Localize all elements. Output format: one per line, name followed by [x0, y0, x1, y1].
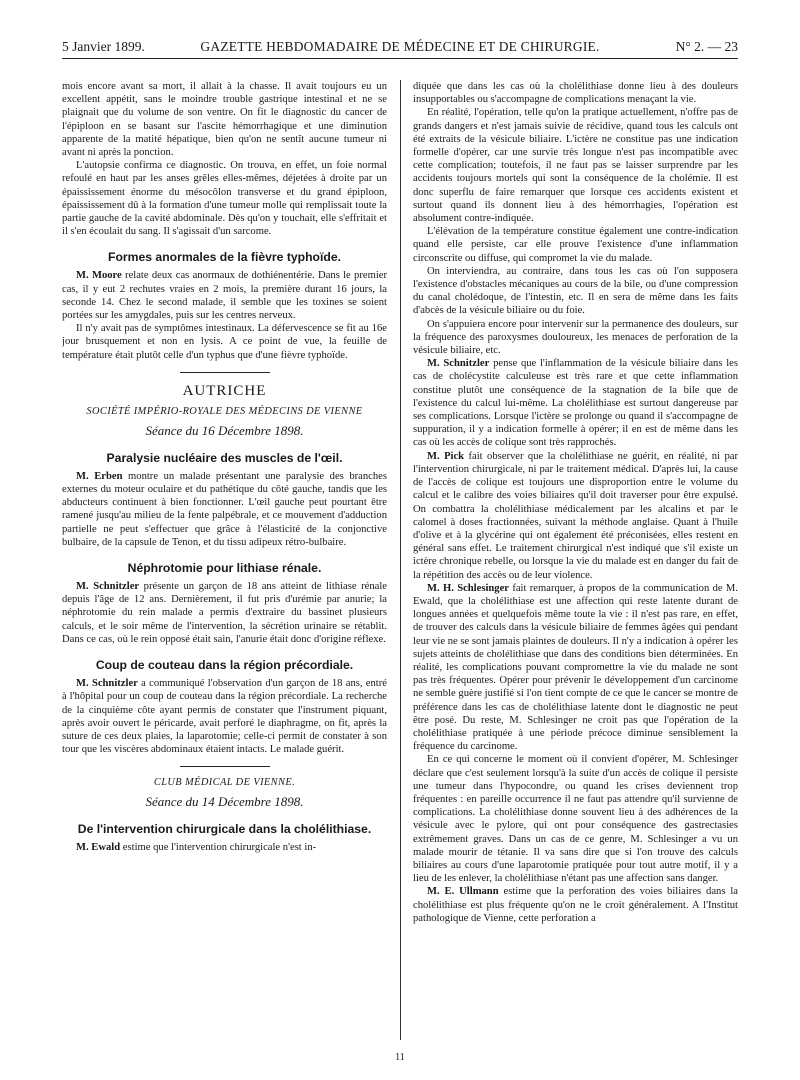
paragraph-text: a communiqué l'observation d'un garçon de 18 ans, entré à l'hôpital pour un coup de couteau dans la région précordiale. La recherche de la cinquième côte ayant permis de constater que l'instrument piquant, après avoir ouvert le péricarde, avait perforé le diaphragme, on fit, après la suture de ces deux plaies, la laparotomie; celle-ci permit de constater à son tour que les viscères abdominaux étaient intacts. Le malade guérit. — [62, 678, 387, 756]
author-name: M. Pick — [427, 450, 465, 462]
column-rule — [400, 80, 401, 1040]
paragraph-text: pense que l'inflammation de la vésicule biliaire dans les cas de cholécystite calculeuse est très rare et que cette inflammation constitue plutôt une conséquence de la stagnation de la bile que de l'existence du calcul lui-même. La cholélithiase est surtout dangereuse par ses complications. Lorsque l'ictère se prolonge ou quand il s'accompagne de suppuration, il y a indication formelle à opérer; il en est de même dans les cas où les accès de colique sont très rapprochés. — [413, 358, 738, 449]
paragraph — [413, 450, 738, 582]
author-name: M. Erben — [76, 470, 123, 482]
author-name: M. Ewald — [76, 842, 121, 854]
section-divider — [180, 766, 270, 767]
two-column-body — [62, 80, 738, 1050]
author-name: M. Schnitzler — [76, 678, 138, 690]
sheet-signature: 11 — [395, 1052, 405, 1063]
journal-title: GAZETTE HEBDOMADAIRE DE MÉDECINE ET DE CHIRURGIE. — [200, 39, 600, 54]
left-column — [62, 80, 387, 1050]
paragraph — [62, 269, 387, 322]
paragraph: En réalité, l'opération, telle qu'on la pratique actuellement, n'offre pas de grands dangers et n'est jamais suivie de récidive, quand tous les calculs ont été extraits de la vésicule biliaire. L'ictère ne constitue pas une indication formelle d'opérer, car une survie très longue n'est pas incompatible avec cette complication; toutefois, il ne faut pas se laisser surprendre par les accidents toujours mortels qui sont la conséquence de la cholémie. Il est donc superflu de faire remarquer que lorsque ces accidents existent et surtout quand ils donnent lieu à des hémorrhagies, l'opération est absolument contre-indiquée. — [413, 107, 738, 225]
section-divider — [180, 372, 270, 373]
paragraph-text: montre un malade présentant une paralysie des branches externes du moteur oculaire et du pathétique du côté gauche, tandis que les abducteurs continuent à bien fonctionner. L'œil gauche peut pourtant être ramené jusqu'au milieu de la fente palpébrale, et ce mouvement d'adduction partielle ne peut s'effectuer que grâce à l'élasticité de la conjonctive bulbaire, de la capsule de Tenon, et du tissu adipeux rétro-bulbaire. — [62, 470, 387, 548]
session-date: Séance du 14 Décembre 1898. — [145, 794, 304, 810]
paragraph-text: fait observer que la cholélithiase ne guérit, en réalité, ni par l'intervention chirurgicale, ni par le traitement médical. D'après lui, la cause de l'accès de colique est toujours une disproportion entre le volume du calcul et le calibre des voies biliaires qu'il doit traverser pour être expulsé. On combattra la cholélithiase médicalement par les alcalins et par le calomel à doses fractionnées, suivant la méthode anglaise. Quant à l'huile d'olive et à la glycérine qui ont également été préconisées, elles restent en général sans effet. Le traitement chirurgical n'est indiqué que s'il existe un ictère chronique rebelle, ou lorsque la vie du malade est en danger du fait de la répétition des accès ou de leur violence. — [413, 450, 738, 581]
society-name: CLUB MÉDICAL DE VIENNE. — [153, 777, 296, 789]
author-name: M. H. Schlesinger — [427, 582, 509, 594]
running-header — [62, 36, 738, 59]
section-heading: Coup de couteau dans la région précordiale. — [95, 658, 354, 673]
paragraph: diquée que dans les cas où la cholélithiase donne lieu à des douleurs insupportables ou s'accompagne de complications menaçant la vie. — [413, 81, 738, 106]
society-name: SOCIÉTÉ IMPÉRIO-ROYALE DES MÉDECINS DE VIENNE — [86, 405, 363, 417]
paragraph — [413, 357, 738, 449]
issue-page-number: N° 2. — 23 — [675, 39, 738, 54]
section-heading: Paralysie nucléaire des muscles de l'œil. — [106, 450, 343, 465]
paragraph-text: estime que la perforation des voies biliaires dans la cholélithiase est plus fréquente qu'on ne le croit généralement. A l'Institut pathologique de Vienne, cette perforation a — [413, 886, 738, 924]
session-date: Séance du 16 Décembre 1898. — [145, 422, 304, 438]
page — [62, 36, 738, 1066]
paragraph — [62, 677, 387, 756]
author-name: M. Schnitzler — [76, 581, 140, 593]
section-heading: De l'intervention chirurgicale dans la cholélithiase. — [77, 822, 372, 837]
paragraph-text: relate deux cas anormaux de dothiénentérie. Dans le premier cas, il y eut 2 rechutes vraies en 2 mois, la première durant 16 jours, la seconde 14. Chez le second malade, il semble que les toxines se soient portées sur les amygdales, puis sur les centres nerveux. — [62, 270, 387, 322]
paragraph — [62, 470, 387, 549]
paragraph: L'élévation de la température constitue également une contre-indication quand elle persiste, car elle prouve l'existence d'une inflammation circonscrite ou diffuse, qui compromet la vie du malade. — [413, 226, 738, 264]
paragraph-text: présente un garçon de 18 ans atteint de lithiase rénale depuis l'âge de 12 ans. Dernièrement, il fut pris d'urémie par anurie; la néphrotomie du rein malade a permis d'extraire du bassinet plusieurs calculs, et le soir même de l'intervention, la sécrétion urinaire se rétablit. Dans ce cas, où le rein opposé était sain, l'anurie était donc d'origine réflexe. — [62, 581, 387, 645]
country-heading: AUTRICHE — [182, 382, 267, 399]
paragraph: mois encore avant sa mort, il allait à la chasse. Il avait toujours eu un excellent appétit, sans le moindre trouble gastrique intestinal et ne se plaignait que du volume de son ventre. On fit le diagnostic du cancer de l'épiploon en se basant sur l'ascite hémorrhagique et une diminution apparente de la matité hépatique, bien qu'on ne sentît aucune tumeur ni avant ni après la ponction. — [62, 81, 387, 159]
section-heading: Formes anormales de la fièvre typhoïde. — [108, 250, 341, 265]
author-name: M. Schnitzler — [427, 358, 490, 370]
section-heading: Néphrotomie pour lithiase rénale. — [127, 561, 322, 576]
paragraph-text: estime que l'intervention chirurgicale n'est in- — [120, 842, 317, 854]
paragraph-text: fait remarquer, à propos de la communication de M. Ewald, que la cholélithiase est une affection qui reste latente durant de longues années et quelquefois même toute la vie : il n'est pas rare, en effet, de trouver des calculs dans la vésicule biliaire de femmes âgées qui pendant leur vie ne se sont jamais plaintes de douleurs. Il n'y a indication à opérer les sujets atteints de cholélithiase que dans des conditions bien déterminées. En réalité, les complications pouvant compromettre la vie du malade ne sont pas très fréquentes. Opérer pour prévenir le développement d'un carcinome ne semble guère justifié si l'on tient compte de ce que le cancer se montre de préférence dans les cas de cholélithiase latente dont le diagnostic ne peut être posé. Du reste, M. Schlesinger ne croit pas que l'opération de la cholélithiase pratiquée à une période précoce diminue sensiblement la fréquence du carcinome. — [413, 582, 738, 753]
paragraph — [62, 841, 387, 854]
author-name: M. E. Ullmann — [427, 886, 499, 898]
paragraph: Il n'y avait pas de symptômes intestinaux. La défervescence se fit au 16e jour brusquement et non en lysis. A ce point de vue, la feuille de température était plutôt celle d'un typhus que d'une fièvre typhoïde. — [62, 323, 387, 361]
paragraph — [413, 582, 738, 754]
paragraph — [413, 885, 738, 925]
paragraph: On s'appuiera encore pour intervenir sur la permanence des douleurs, sur la fréquence des paroxysmes douloureux, les menaces de perforation de la vésicule biliaire, etc. — [413, 318, 738, 357]
right-column — [413, 80, 738, 1050]
paragraph: On interviendra, au contraire, dans tous les cas où l'on supposera l'existence d'obstacles mécaniques au cours de la bile, ou d'une compression du canal cholédoque, de l'intestin, etc. Il en sera de même dans les faits d'abcès de la vésicule biliaire ou du foie. — [413, 265, 738, 317]
author-name: M. Moore — [76, 270, 122, 282]
paragraph — [62, 580, 387, 646]
issue-date: 5 Janvier 1899. — [62, 39, 145, 54]
paragraph: L'autopsie confirma ce diagnostic. On trouva, en effet, un foie normal refoulé en haut par les anses grêles elles-mêmes, déjetées à droite par un épaississement énorme du mésocôlon transverse et du grand épiploon, épaississement dû à la formation d'une tumeur molle qui remplissait toute la partie gauche de la cavité abdominale. Dès qu'on y touchait, elle s'effritait et il s'en écoulait du sang. Il s'agissait d'un sarcome. — [62, 160, 387, 238]
paragraph: En ce qui concerne le moment où il convient d'opérer, M. Schlesinger déclare que c'est seulement lorsqu'à la suite d'un accès de colique il persiste une tumeur dans l'hypocondre, ou quand les crises deviennent trop fréquentes : en pareille occurrence il ne faut pas attendre qu'il survienne de complications. La cholélithiase donne souvent lieu à des adhérences de la vésicule avec le pylore, qui ont pour conséquence des gastrectasies extrêmement graves. Dans un cas de ce genre, M. Schlesinger a vu un malade mourir de tétanie. Il va sans dire que si l'on trouve des calculs biliaires au cours d'une laparotomie pratiquée pour tout autre motif, il y a lieu de les enlever, la cholélithiase n'étant pas une affection sans danger. — [413, 754, 738, 885]
